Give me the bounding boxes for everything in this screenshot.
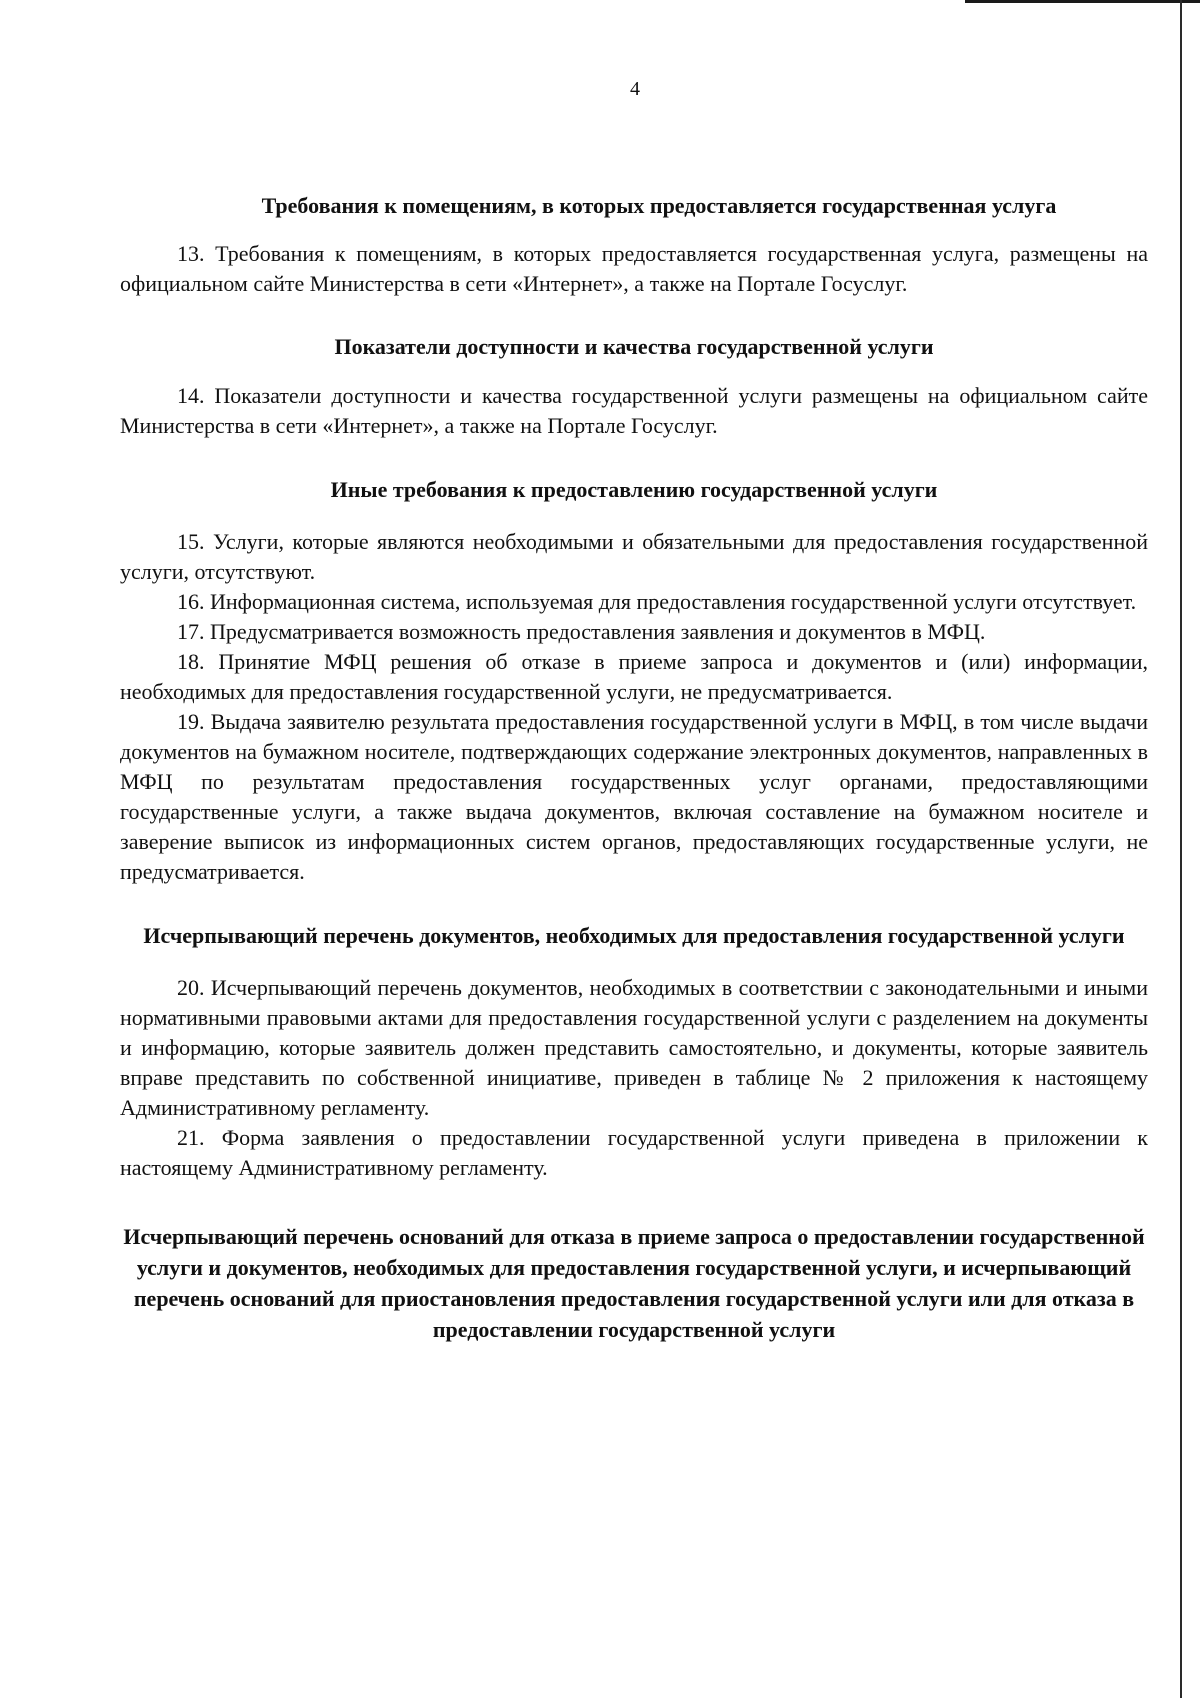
- section-heading-premises: Требования к помещениям, в которых предоставляется государственная услуга: [261, 193, 1057, 218]
- scan-right-edge-line: [1180, 0, 1182, 1698]
- paragraph-14: 14. Показатели доступности и качества государственной услуги размещены на официальном сайте Министерства в сети «Интернет», а также на Портале Госуслуг.: [120, 383, 1148, 438]
- paragraph-18: 18. Принятие МФЦ решения об отказе в приеме запроса и документов и (или) информации, необходимых для предоставления государственной услуги, не предусматривается.: [120, 649, 1148, 704]
- section-heading-refusal-grounds: Исчерпывающий перечень оснований для отказа в приеме запроса о предоставлении государственной услуги и документов, необходимых для предоставления государственной услуги, и исчерпывающий перечень оснований для приостановления предоставления государственной услуги или для отказа в предоставлении государственной услуги: [123, 1224, 1145, 1342]
- paragraph-15: 15. Услуги, которые являются необходимыми и обязательными для предоставления государственной услуги, отсутствуют.: [120, 529, 1148, 584]
- paragraph-21: 21. Форма заявления о предоставлении государственной услуги приведена в приложении к настоящему Административному регламенту.: [120, 1125, 1148, 1180]
- paragraph-16: 16. Информационная система, используемая для предоставления государственной услуги отсутствует.: [177, 589, 1137, 614]
- paragraph-19: 19. Выдача заявителю результата предоставления государственной услуги в МФЦ, в том числе выдачи документов на бумажном носителе, подтверждающих содержание электронных документов, направленных в МФЦ по результатам предоставления государственных услуг органами, предоставляющими государственные услуги, а также выдача документов, включая составление на бумажном носителе и заверение выписок из информационных систем органов, предоставляющих государственные услуги, не предусматривается.: [120, 709, 1148, 884]
- document-body: [120, 190, 1148, 1364]
- section-heading-other-requirements: Иные требования к предоставлению государственной услуги: [330, 477, 938, 502]
- paragraph-13: 13. Требования к помещениям, в которых предоставляется государственная услуга, размещены на официальном сайте Министерства в сети «Интернет», а также на Портале Госуслуг.: [120, 241, 1148, 296]
- paragraph-20: 20. Исчерпывающий перечень документов, необходимых в соответствии с законодательными и иными нормативными правовыми актами для предоставления государственной услуги с разделением на документы и информацию, которые заявитель должен представить самостоятельно, и документы, которые заявитель вправе представить по собственной инициативе, приведен в таблице № 2 приложения к настоящему Административному регламенту.: [120, 975, 1148, 1120]
- section-heading-quality-indicators: Показатели доступности и качества государственной услуги: [334, 334, 934, 359]
- page-number: 4: [630, 78, 640, 100]
- scan-top-edge-line: [965, 0, 1200, 3]
- section-heading-documents-list: Исчерпывающий перечень документов, необходимых для предоставления государственной услуги: [143, 923, 1125, 948]
- paragraph-17: 17. Предусматривается возможность предоставления заявления и документов в МФЦ.: [177, 619, 986, 644]
